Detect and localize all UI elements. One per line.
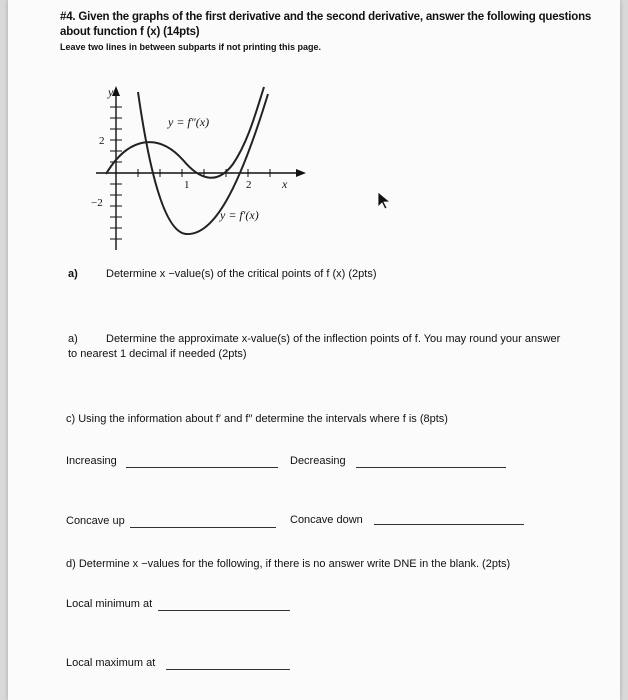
part-d-text: d) Determine x −values for the following, if there is no answer write DNE in the blank. (2pts)	[66, 558, 511, 570]
part-a2-text-line2: to nearest 1 decimal if needed (2pts)	[68, 348, 247, 360]
part-a2-marker: a)	[68, 333, 78, 345]
second-derivative-label: y = f″(x)	[168, 115, 210, 129]
increasing-label: Increasing	[66, 455, 117, 467]
concave-down-blank	[374, 524, 524, 525]
local-max-label: Local maximum at	[66, 657, 156, 669]
x-axis-label: x	[282, 177, 288, 191]
second-derivative-curve	[106, 87, 264, 178]
increasing-blank	[126, 467, 278, 468]
part-a1-text: Determine x −value(s) of the critical points of f (x) (2pts)	[106, 268, 377, 280]
concave-up-label: Concave up	[66, 515, 125, 527]
tick-label-x2: 2	[246, 179, 252, 191]
part-a1-marker: a)	[68, 268, 78, 280]
x-axis-arrow	[296, 169, 306, 177]
decreasing-blank	[356, 467, 506, 468]
first-derivative-label: y = f′(x)	[220, 208, 259, 222]
concave-up-blank	[130, 527, 276, 528]
y-axis-label: y	[108, 85, 114, 99]
tick-label-x1: 1	[184, 179, 190, 191]
local-max-blank	[166, 669, 290, 670]
question-title: #4. Given the graphs of the first derivative and the second derivative, answer the following questions	[60, 11, 592, 23]
tick-label-y-neg2: −2	[91, 197, 103, 209]
cursor-icon	[376, 190, 394, 210]
derivative-graph	[68, 82, 318, 257]
local-min-blank	[158, 610, 290, 611]
part-c-text: c) Using the information about f′ and f″ determine the intervals where f is (8pts)	[66, 413, 448, 425]
printing-note: Leave two lines in between subparts if not printing this page.	[60, 42, 322, 52]
part-a2-text: Determine the approximate x-value(s) of the inflection points of f. You may round your answer	[106, 333, 561, 345]
local-min-label: Local minimum at	[66, 598, 153, 610]
concave-down-label: Concave down	[290, 514, 363, 526]
tick-label-y2: 2	[99, 135, 105, 147]
worksheet-page	[8, 0, 620, 700]
decreasing-label: Decreasing	[290, 455, 346, 467]
question-title-line2: about function f (x) (14pts)	[60, 26, 200, 38]
